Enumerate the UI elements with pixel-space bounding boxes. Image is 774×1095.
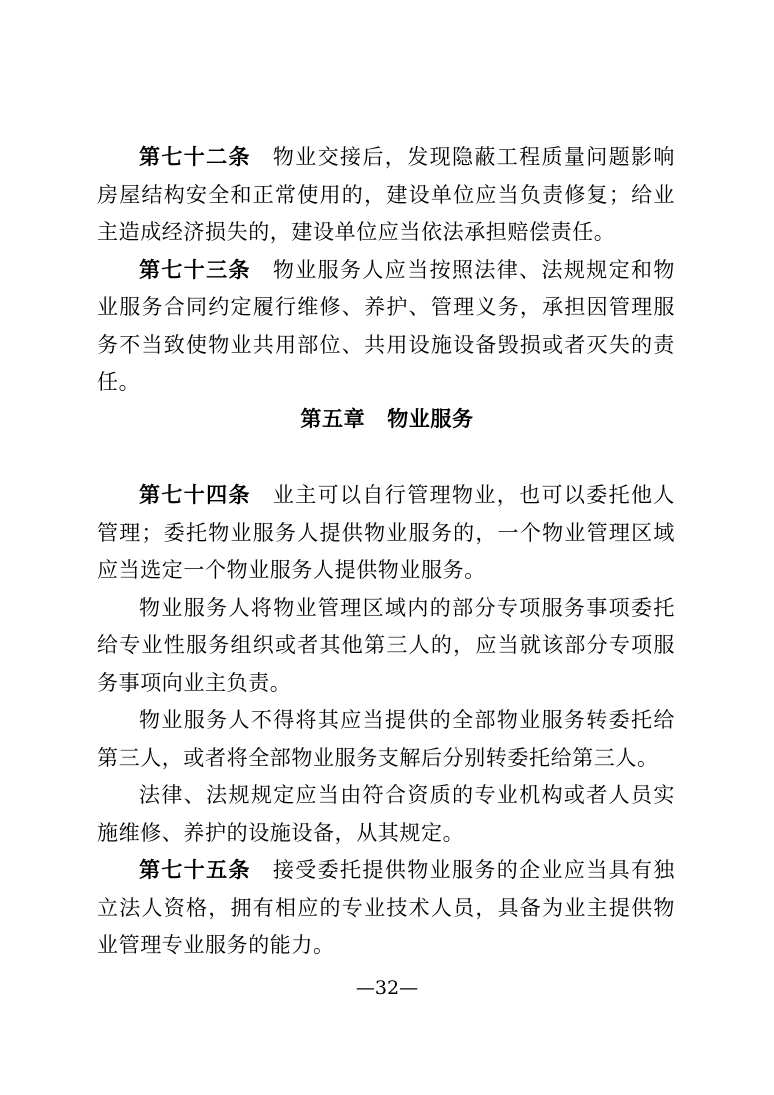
article-section-top: [97, 139, 675, 402]
article-75: [97, 852, 675, 965]
article-74-clause-2-text: 物业服务人将物业管理区域内的部分专项服务事项委托给专业性服务组织或者其他第三人的，应当就该部分专项服务事项向业主负责。: [97, 595, 675, 695]
page-number: —32—: [355, 977, 419, 999]
article-74-clause-4-text: 法律、法规规定应当由符合资质的专业机构或者人员实施维修、养护的设施设备，从其规定。: [97, 783, 675, 845]
article-74-clause-3-text: 物业服务人不得将其应当提供的全部物业服务转委托给第三人，或者将全部物业服务支解后分别转委托给第三人。: [97, 708, 675, 770]
chapter-heading: [0, 404, 774, 434]
article-73-text: 物业服务人应当按照法律、法规规定和物业服务合同约定履行维修、养护、管理义务，承担因管理服务不当致使物业共用部位、共用设施设备毁损或者灭失的责任。: [97, 257, 675, 394]
article-74-text: 业主可以自行管理物业，也可以委托他人管理；委托物业服务人提供物业服务的，一个物业管理区域应当选定一个物业服务人提供物业服务。: [97, 483, 675, 582]
article-section-bottom: [97, 477, 675, 965]
article-72-text: 物业交接后，发现隐蔽工程质量问题影响房屋结构安全和正常使用的，建设单位应当负责修复；给业主造成经济损失的，建设单位应当依法承担赔偿责任。: [97, 145, 675, 244]
chapter-number: 第五章: [300, 407, 366, 431]
article-73-label: 第七十三条: [139, 257, 251, 282]
chapter-title: 物业服务: [387, 407, 474, 431]
article-74-label: 第七十四条: [139, 483, 251, 507]
article-74-clause-2: [97, 590, 675, 703]
article-73: [97, 252, 675, 402]
article-74-clause-3: [97, 702, 675, 777]
article-72: [97, 139, 675, 252]
article-75-text: 接受委托提供物业服务的企业应当具有独立法人资格，拥有相应的专业技术人员，具备为业主提供物业管理专业服务的能力。: [97, 858, 675, 957]
article-72-label: 第七十二条: [139, 145, 251, 169]
article-74: [97, 477, 675, 590]
article-74-clause-4: [97, 777, 675, 852]
article-75-label: 第七十五条: [139, 858, 251, 882]
